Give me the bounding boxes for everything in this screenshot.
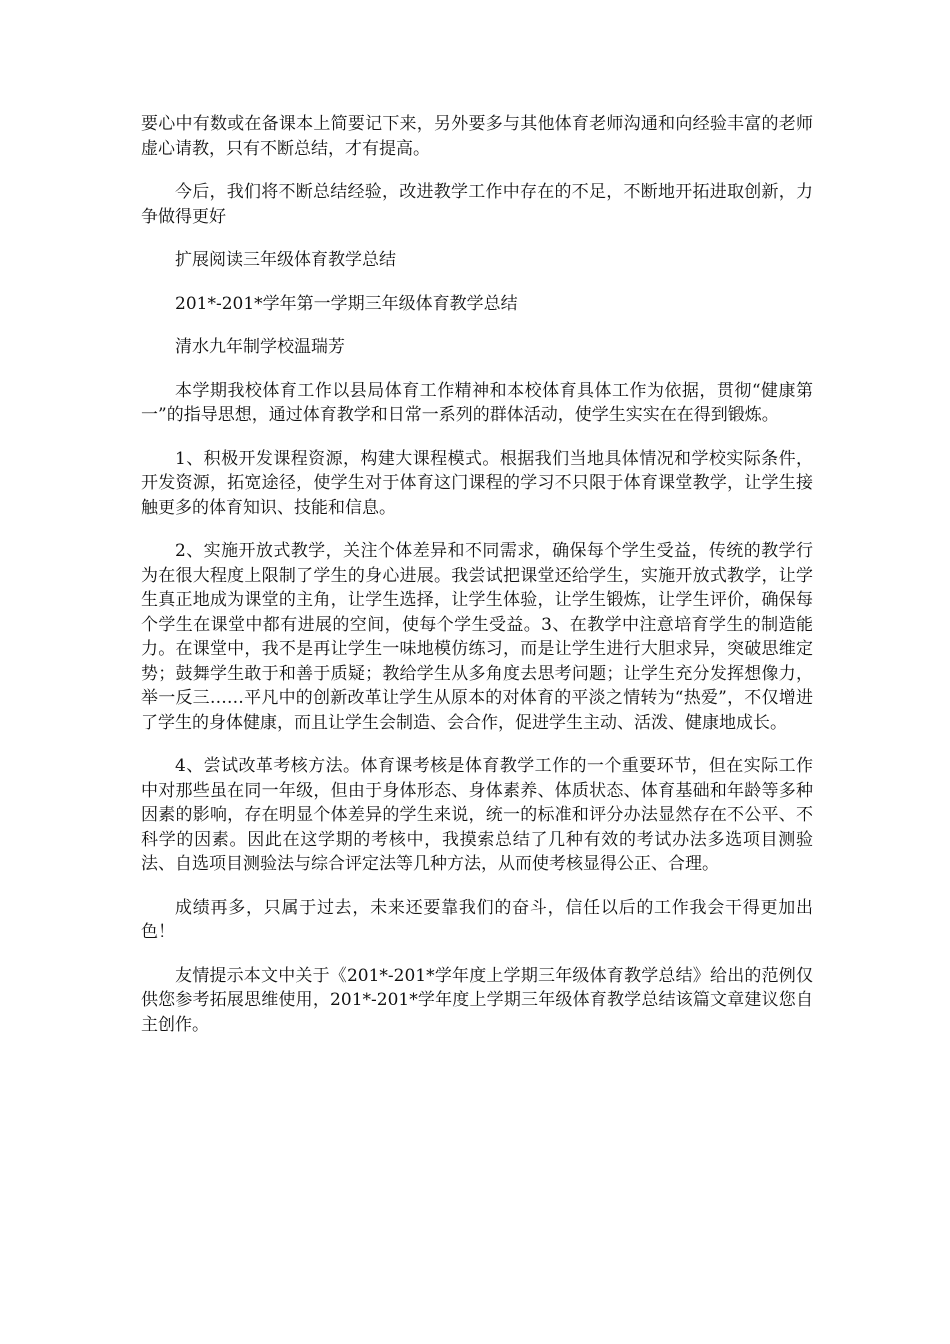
paragraph-author: 清水九年制学校温瑞芳 [175,337,345,357]
paragraph-point-1: 1、积极开发课程资源，构建大课程模式。根据我们当地具体情况和学校实际条件，开发资源，拓宽途径，使学生对于体育这门课程的学习不只限于体育课堂教学，让学生接触更多的体育知识、技能和信息。 [141,448,813,518]
paragraph-conclusion: 今后，我们将不断总结经验，改进教学工作中存在的不足，不断地开拓进取创新，力争做得更好 [141,182,813,227]
paragraph-closing: 成绩再多，只属于过去，未来还要靠我们的奋斗，信任以后的工作我会干得更加出色！ [141,897,813,942]
document-body [141,112,813,1056]
paragraph-report-title: 201*-201*学年第一学期三年级体育教学总结 [175,293,518,314]
paragraph-introduction: 本学期我校体育工作以县局体育工作精神和本校体育具体工作为依据，贯彻“健康第一”的指导思想，通过体育教学和日常一系列的群体活动，使学生实实在在得到锻炼。 [141,380,813,425]
paragraph-continuation: 要心中有数或在备课本上简要记下来，另外要多与其他体育老师沟通和向经验丰富的老师虚心请教，只有不断总结，才有提高。 [141,114,813,159]
paragraph-notice: 友情提示本文中关于《201*-201*学年度上学期三年级体育教学总结》给出的范例仅供您参考拓展思维使用，201*-201*学年度上学期三年级体育教学总结该篇文章建议您自主创作。 [141,965,813,1035]
paragraph-point-4: 4、尝试改革考核方法。体育课考核是体育教学工作的一个重要环节，但在实际工作中对那些虽在同一年级，但由于身体形态、身体素养、体质状态、体育基础和年龄等多种因素的影响，存在明显个体差异的学生来说，统一的标准和评分办法显然存在不公平、不科学的因素。因此在这学期的考核中，我摸索总结了几种有效的考试办法多选项目测验法、自选项目测验法与综合评定法等几种方法，从而使考核显得公正、合理。 [141,756,813,874]
paragraph-point-2-3: 2、实施开放式教学，关注个体差异和不同需求，确保每个学生受益，传统的教学行为在很大程度上限制了学生的身心进展。我尝试把课堂还给学生，实施开放式教学，让学生真正地成为课堂的主角，让学生选择，让学生体验，让学生锻炼，让学生评价，确保每个学生在课堂中都有进展的空间，使每个学生受益。3、在教学中注意培育学生的制造能力。在课堂中，我不是再让学生一味地模仿练习，而是让学生进行大胆求异，突破思维定势；鼓舞学生敢于和善于质疑；教给学生从多角度去思考问题；让学生充分发挥想像力，举一反三……平凡中的创新改革让学生从原本的对体育的平淡之情转为“热爱”，不仅增进了学生的身体健康，而且让学生会制造、会合作，促进学生主动、活泼、健康地成长。 [141,541,813,733]
paragraph-extended-reading-heading: 扩展阅读三年级体育教学总结 [175,250,396,270]
